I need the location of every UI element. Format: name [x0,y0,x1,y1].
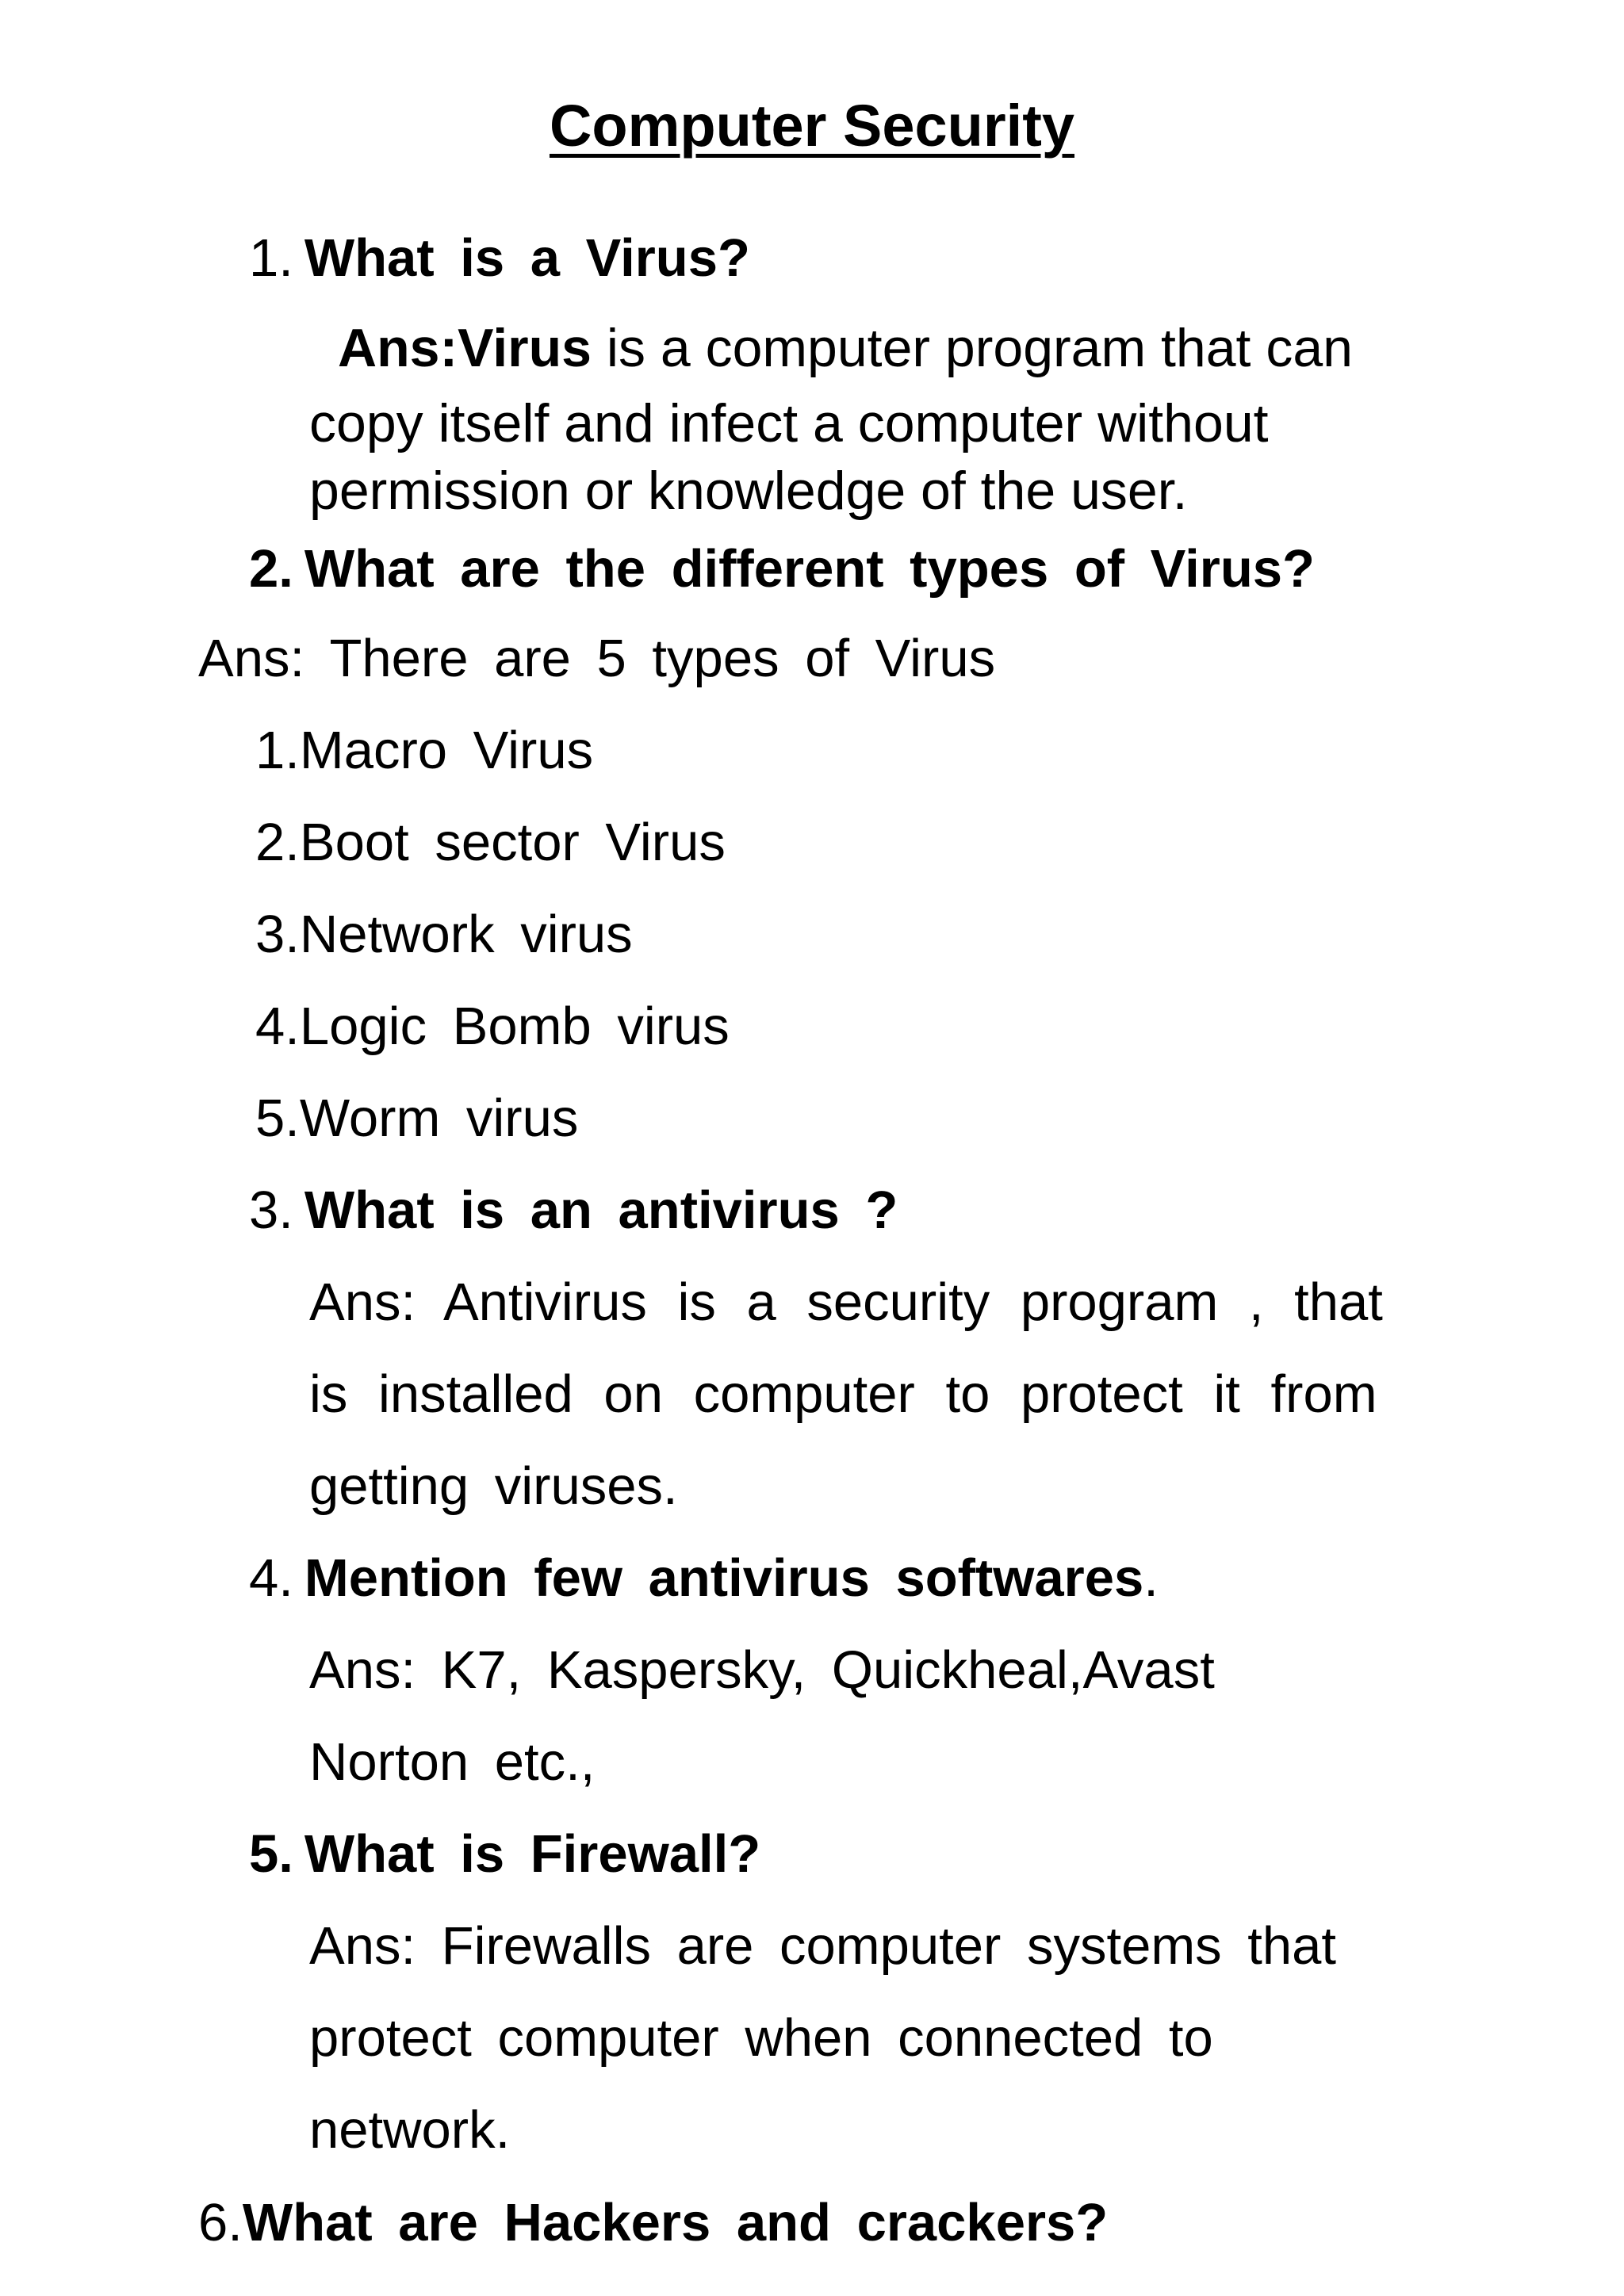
answer-label: Ans:Virus [338,318,592,378]
answer-1-line-2: copy itself and infect a computer without [309,393,1269,453]
answer-4-line-2: Norton etc., [309,1732,596,1792]
virus-type-item [255,905,633,964]
question-number: 6. [198,2193,243,2252]
answer-1-line-1 [338,318,1353,378]
virus-type-item [255,813,726,872]
question-2 [249,539,1315,599]
question-number: 2. [249,539,293,599]
answer-3-line-3: getting viruses. [309,1456,678,1516]
question-1 [249,228,750,288]
question-number: 1. [249,228,293,288]
list-item-text: Logic Bomb virus [299,997,730,1056]
question-6 [198,2193,1109,2252]
question-text: What are the different types of Virus? [304,539,1315,599]
answer-5-line-1: Ans: Firewalls are computer systems that [309,1916,1337,1976]
answer-3-line-1: Ans: Antivirus is a security program , that [309,1272,1383,1332]
question-text: What is an antivirus ? [304,1181,898,1240]
list-number: 1. [255,721,300,780]
list-number: 5. [255,1089,300,1148]
virus-type-item [255,1089,579,1148]
question-5 [249,1824,761,1884]
question-text: What are Hackers and crackers? [242,2193,1109,2252]
question-4 [249,1548,1159,1608]
question-text: What is Firewall? [304,1824,761,1884]
answer-1-line-3: permission or knowledge of the user. [309,461,1188,521]
virus-type-item [255,997,730,1056]
question-number: 5. [249,1824,293,1884]
question-number: 4. [249,1548,293,1608]
answer-2: Ans: There are 5 types of Virus [198,629,996,688]
list-number: 3. [255,905,300,964]
list-item-text: Worm virus [299,1089,579,1148]
question-3 [249,1181,898,1240]
list-number: 4. [255,997,300,1056]
question-number: 3. [249,1181,293,1240]
list-item-text: Boot sector Virus [299,813,726,872]
question-text: Mention few antivirus softwares [304,1548,1144,1608]
answer-5-line-3: network. [309,2100,511,2160]
list-item-text: Macro Virus [299,721,594,780]
answer-5-line-2: protect computer when connected to [309,2008,1213,2068]
question-end-punct: . [1143,1548,1159,1608]
answer-3-line-2: is installed on computer to protect it from [309,1364,1377,1424]
answer-text: is a computer program that can [606,318,1353,378]
page-title: Computer Security [549,93,1075,159]
list-number: 2. [255,813,300,872]
list-item-text: Network virus [299,905,633,964]
question-text: What is a Virus? [304,228,750,288]
answer-4-line-1: Ans: K7, Kaspersky, Quickheal,Avast [309,1640,1215,1700]
virus-type-item [255,721,594,780]
